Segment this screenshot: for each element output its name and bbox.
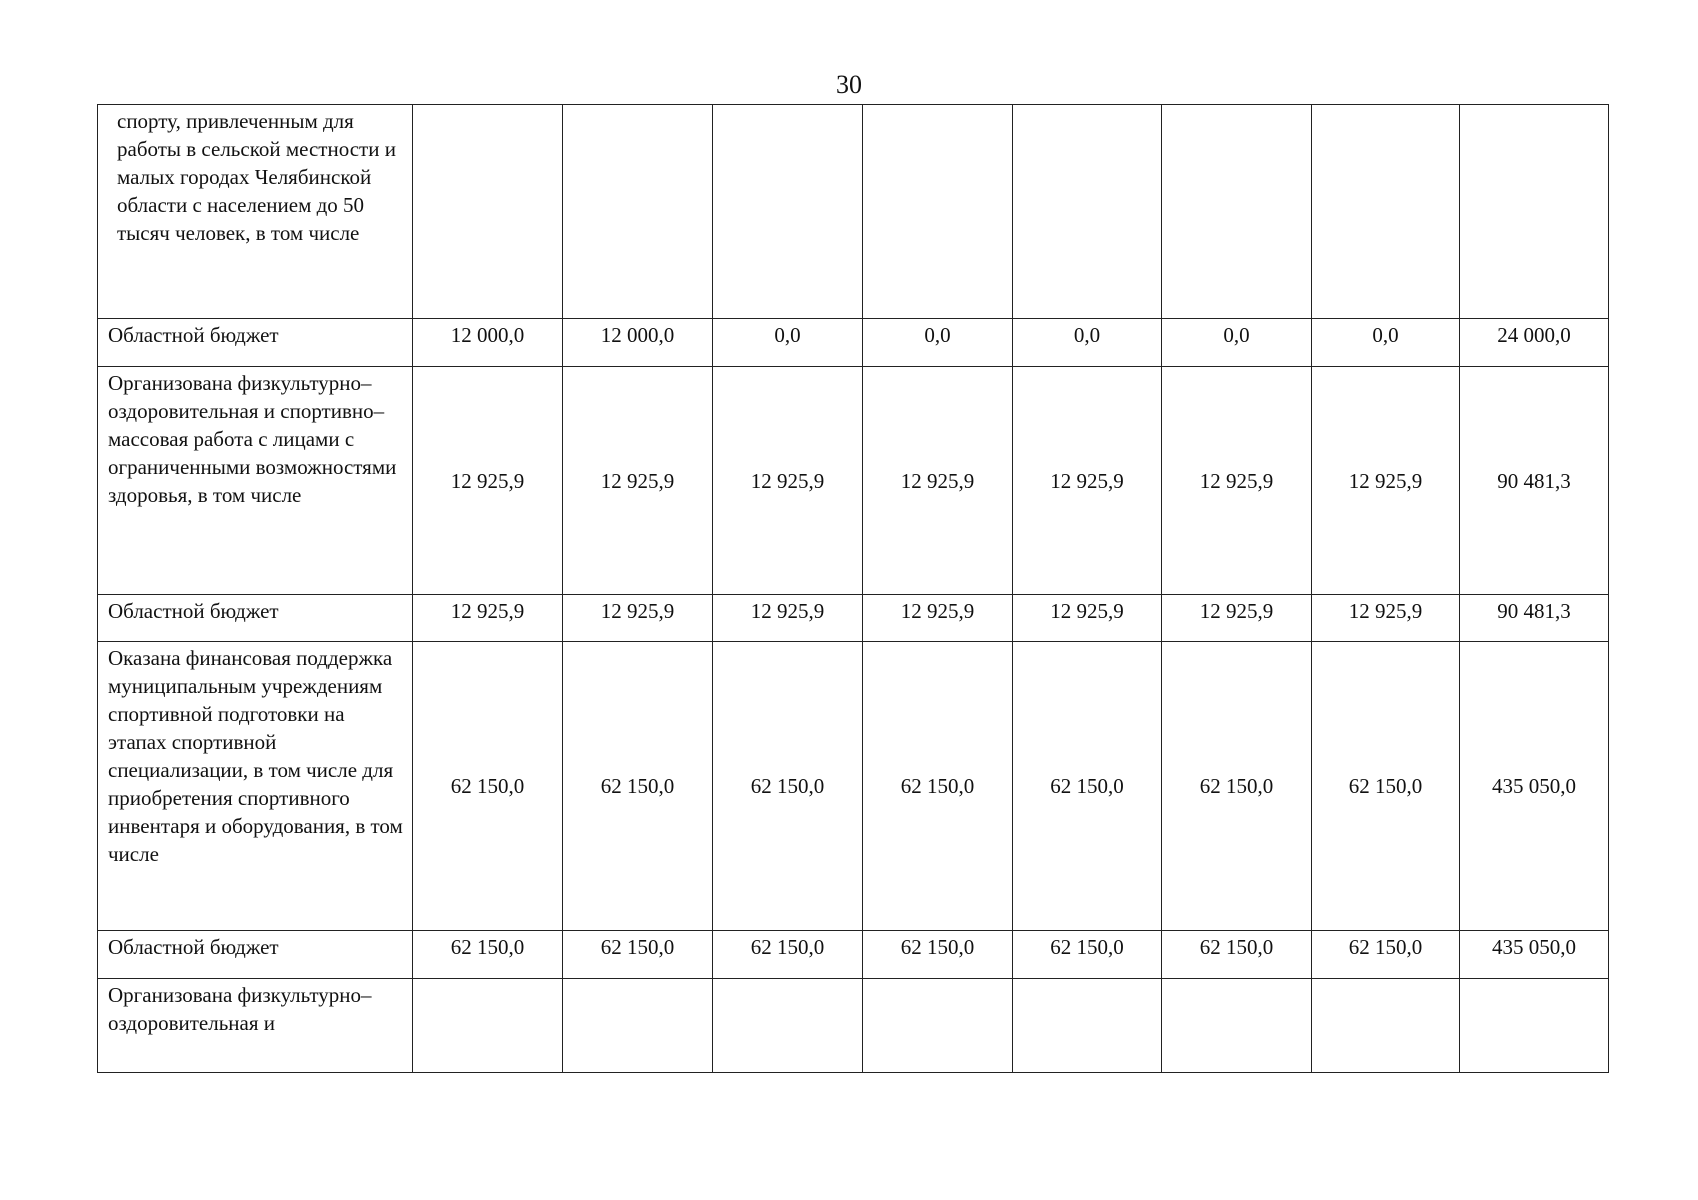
value-cell <box>713 979 863 1073</box>
value-cell: 0,0 <box>1162 319 1312 367</box>
value-cell: 12 925,9 <box>563 367 713 595</box>
value-cell: 62 150,0 <box>413 642 563 931</box>
value-cell: 62 150,0 <box>1312 642 1460 931</box>
value-cell: 12 925,9 <box>863 367 1013 595</box>
total-cell: 24 000,0 <box>1460 319 1609 367</box>
value-cell <box>563 979 713 1073</box>
value-cell: 62 150,0 <box>563 642 713 931</box>
row-label: Областной бюджет <box>98 931 413 979</box>
table-row <box>98 105 1609 319</box>
row-label: Организована физкультурно–оздоровительная и спортивно–массовая работа с лицами с ограниченными возможностями здоровья, в том числе <box>98 367 413 595</box>
value-cell: 12 925,9 <box>1312 595 1460 642</box>
value-cell: 12 925,9 <box>1162 367 1312 595</box>
value-cell: 12 000,0 <box>413 319 563 367</box>
value-cell: 12 000,0 <box>563 319 713 367</box>
value-cell: 62 150,0 <box>1162 931 1312 979</box>
row-label: спорту, привлеченным для работы в сельской местности и малых городах Челябинской области с населением до 50 тысяч человек, в том числе <box>98 105 413 319</box>
value-cell: 62 150,0 <box>1312 931 1460 979</box>
value-cell: 62 150,0 <box>713 642 863 931</box>
value-cell: 62 150,0 <box>1013 931 1162 979</box>
value-cell: 62 150,0 <box>563 931 713 979</box>
value-cell <box>1162 979 1312 1073</box>
value-cell: 62 150,0 <box>1013 642 1162 931</box>
table-row <box>98 319 1609 367</box>
value-cell: 12 925,9 <box>1013 367 1162 595</box>
value-cell <box>563 105 713 319</box>
value-cell: 12 925,9 <box>1162 595 1312 642</box>
value-cell: 12 925,9 <box>1312 367 1460 595</box>
table-row <box>98 979 1609 1073</box>
row-label: Областной бюджет <box>98 319 413 367</box>
value-cell: 62 150,0 <box>1162 642 1312 931</box>
value-cell <box>1013 979 1162 1073</box>
total-cell: 90 481,3 <box>1460 367 1609 595</box>
table-row <box>98 931 1609 979</box>
value-cell <box>863 105 1013 319</box>
row-label: Организована физкультурно–оздоровительная и <box>98 979 413 1073</box>
value-cell: 0,0 <box>1013 319 1162 367</box>
value-cell: 62 150,0 <box>863 642 1013 931</box>
budget-table <box>97 104 1609 1073</box>
table-row <box>98 642 1609 931</box>
value-cell: 12 925,9 <box>1013 595 1162 642</box>
value-cell: 0,0 <box>713 319 863 367</box>
value-cell: 62 150,0 <box>713 931 863 979</box>
value-cell <box>413 105 563 319</box>
value-cell <box>1312 979 1460 1073</box>
value-cell <box>863 979 1013 1073</box>
value-cell: 12 925,9 <box>863 595 1013 642</box>
value-cell <box>1013 105 1162 319</box>
value-cell: 12 925,9 <box>713 595 863 642</box>
value-cell: 12 925,9 <box>413 367 563 595</box>
table-row <box>98 595 1609 642</box>
value-cell: 12 925,9 <box>563 595 713 642</box>
value-cell: 62 150,0 <box>413 931 563 979</box>
total-cell: 435 050,0 <box>1460 642 1609 931</box>
total-cell: 435 050,0 <box>1460 931 1609 979</box>
table-row <box>98 367 1609 595</box>
total-cell: 90 481,3 <box>1460 595 1609 642</box>
value-cell <box>413 979 563 1073</box>
row-label: Оказана финансовая поддержка муниципальным учреждениям спортивной подготовки на этапах спортивной специализации, в том числе для приобретения спортивного инвентаря и оборудования, в том числе <box>98 642 413 931</box>
value-cell <box>1312 105 1460 319</box>
value-cell: 12 925,9 <box>713 367 863 595</box>
value-cell <box>1162 105 1312 319</box>
value-cell: 0,0 <box>863 319 1013 367</box>
value-cell <box>713 105 863 319</box>
value-cell: 0,0 <box>1312 319 1460 367</box>
page-number: 30 <box>836 70 862 99</box>
row-label: Областной бюджет <box>98 595 413 642</box>
value-cell: 12 925,9 <box>413 595 563 642</box>
total-cell <box>1460 105 1609 319</box>
value-cell: 62 150,0 <box>863 931 1013 979</box>
total-cell <box>1460 979 1609 1073</box>
